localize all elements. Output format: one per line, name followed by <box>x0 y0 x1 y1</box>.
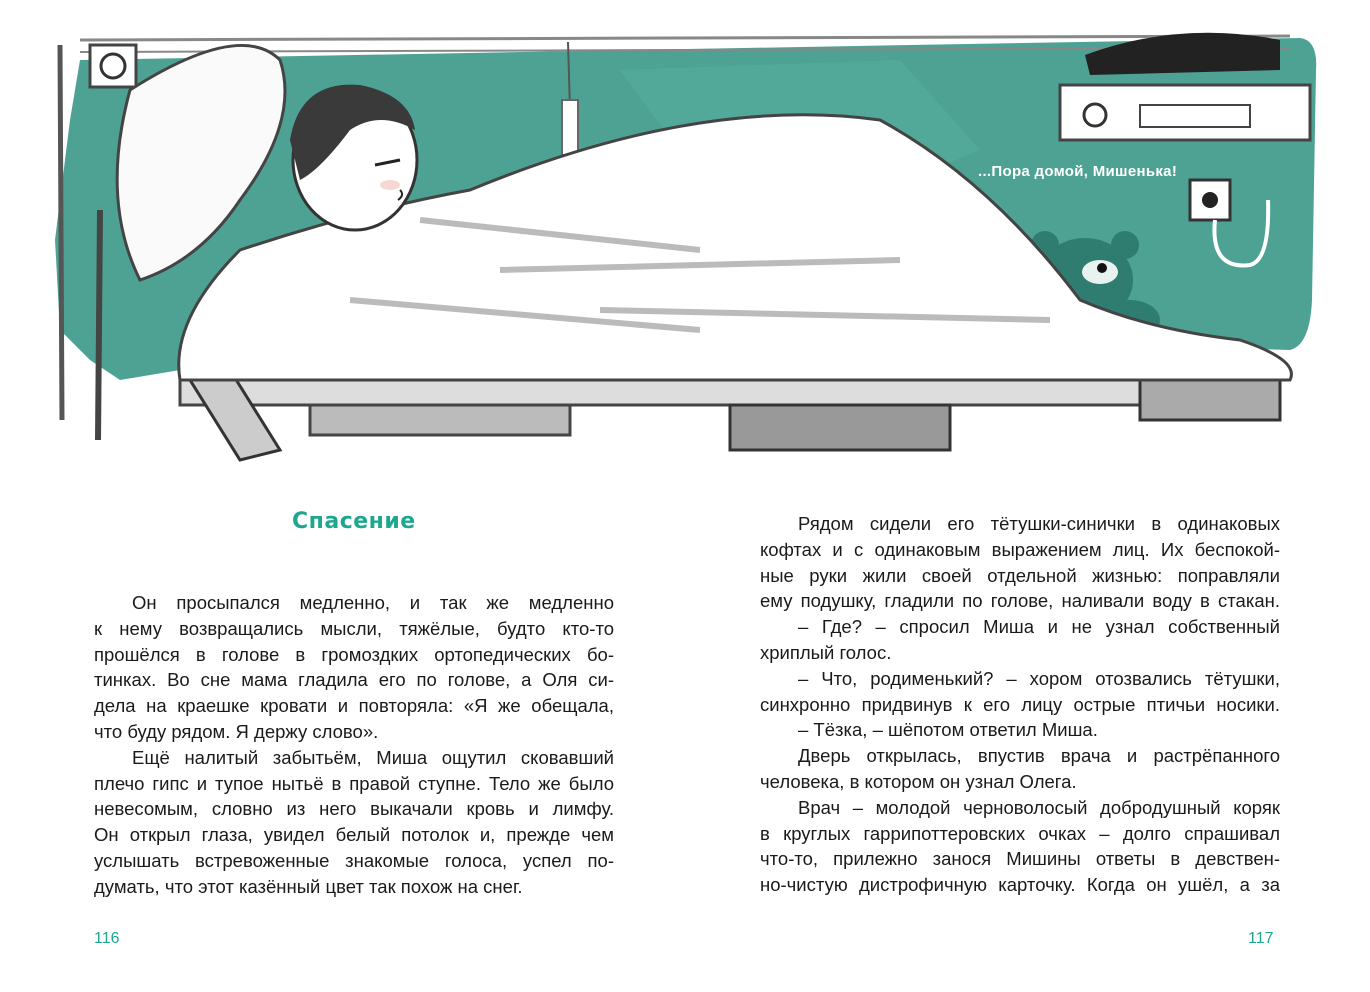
text-line: ему подушку, гладили по голове, наливали воду в стакан. <box>760 590 1280 612</box>
boy-figure <box>290 85 417 230</box>
text-line: Ещё налитый забытьём, Миша ощутил сковавший <box>132 746 614 768</box>
text-line: – Что, родименький? – хором отозвались тётушки, <box>798 667 1280 689</box>
text-line: – Где? – спросил Миша и не узнал собственный <box>798 616 1280 638</box>
text-line: дела на краешке кровати и повторяла: «Я же обещала, <box>94 695 614 717</box>
chapter-title: Спасение <box>292 509 416 534</box>
page-number-right: 117 <box>1248 930 1274 947</box>
bed-frame <box>60 45 62 420</box>
text-line: думать, что этот казённый цвет так похож на снег. <box>94 875 523 897</box>
text-line: что буду рядом. Я держу слово». <box>94 720 379 742</box>
text-line: но-чистую дистрофичную карточку. Когда он ушёл, а за <box>760 874 1280 896</box>
text-line: кофтах и с одинаковым выражением лиц. Их беспокой- <box>760 538 1280 560</box>
text-line: Дверь открылась, впустив врача и растрёпанного <box>798 745 1280 767</box>
text-line: к нему возвращались мысли, тяжёлые, будто кто-то <box>94 617 614 639</box>
hospital-bed-illustration <box>0 0 1370 470</box>
text-line: в круглых гаррипоттеровских очках – долго спрашивал <box>760 822 1280 844</box>
text-line: Рядом сидели его тётушки-синички в одинаковых <box>798 513 1280 534</box>
text-line: синхронно придвинув к его лицу острые птичьи носики. <box>760 693 1280 715</box>
text-line: – Тёзка, – шёпотом ответил Миша. <box>798 719 1098 741</box>
text-line: услышать встревоженные знакомые голоса, успел по- <box>94 849 614 871</box>
text-line: Врач – молодой черноволосый добродушный коряк <box>798 796 1280 818</box>
text-line: невесомым, словно из него выкачали кровь и лимфу. <box>94 798 614 820</box>
text-line: Он просыпался медленно, и так же медленно <box>132 592 614 613</box>
illustration-caption: ...Пора домой, Мишенька! <box>978 163 1178 180</box>
left-page-text <box>94 590 614 900</box>
page-number-left: 116 <box>94 930 120 947</box>
text-line: что-то, прилежно занося Мишины ответы в девствен- <box>760 848 1280 870</box>
right-page-text <box>760 511 1280 898</box>
text-line: прошёлся в голове в громоздких ортопедических бо- <box>94 643 614 665</box>
text-line: человека, в котором он узнал Олега. <box>760 770 1077 792</box>
text-line: Он открыл глаза, увидел белый потолок и, прежде чем <box>94 824 614 846</box>
text-line: ные руки жили своей отдельной жизнью: поправляли <box>760 564 1280 586</box>
text-line: тинках. Во сне мама гладила его по голове, а Оля си- <box>94 669 614 691</box>
text-line: плечо гипс и тупое нытьё в правой ступне. Тело же было <box>94 772 614 794</box>
text-line: хриплый голос. <box>760 641 892 663</box>
